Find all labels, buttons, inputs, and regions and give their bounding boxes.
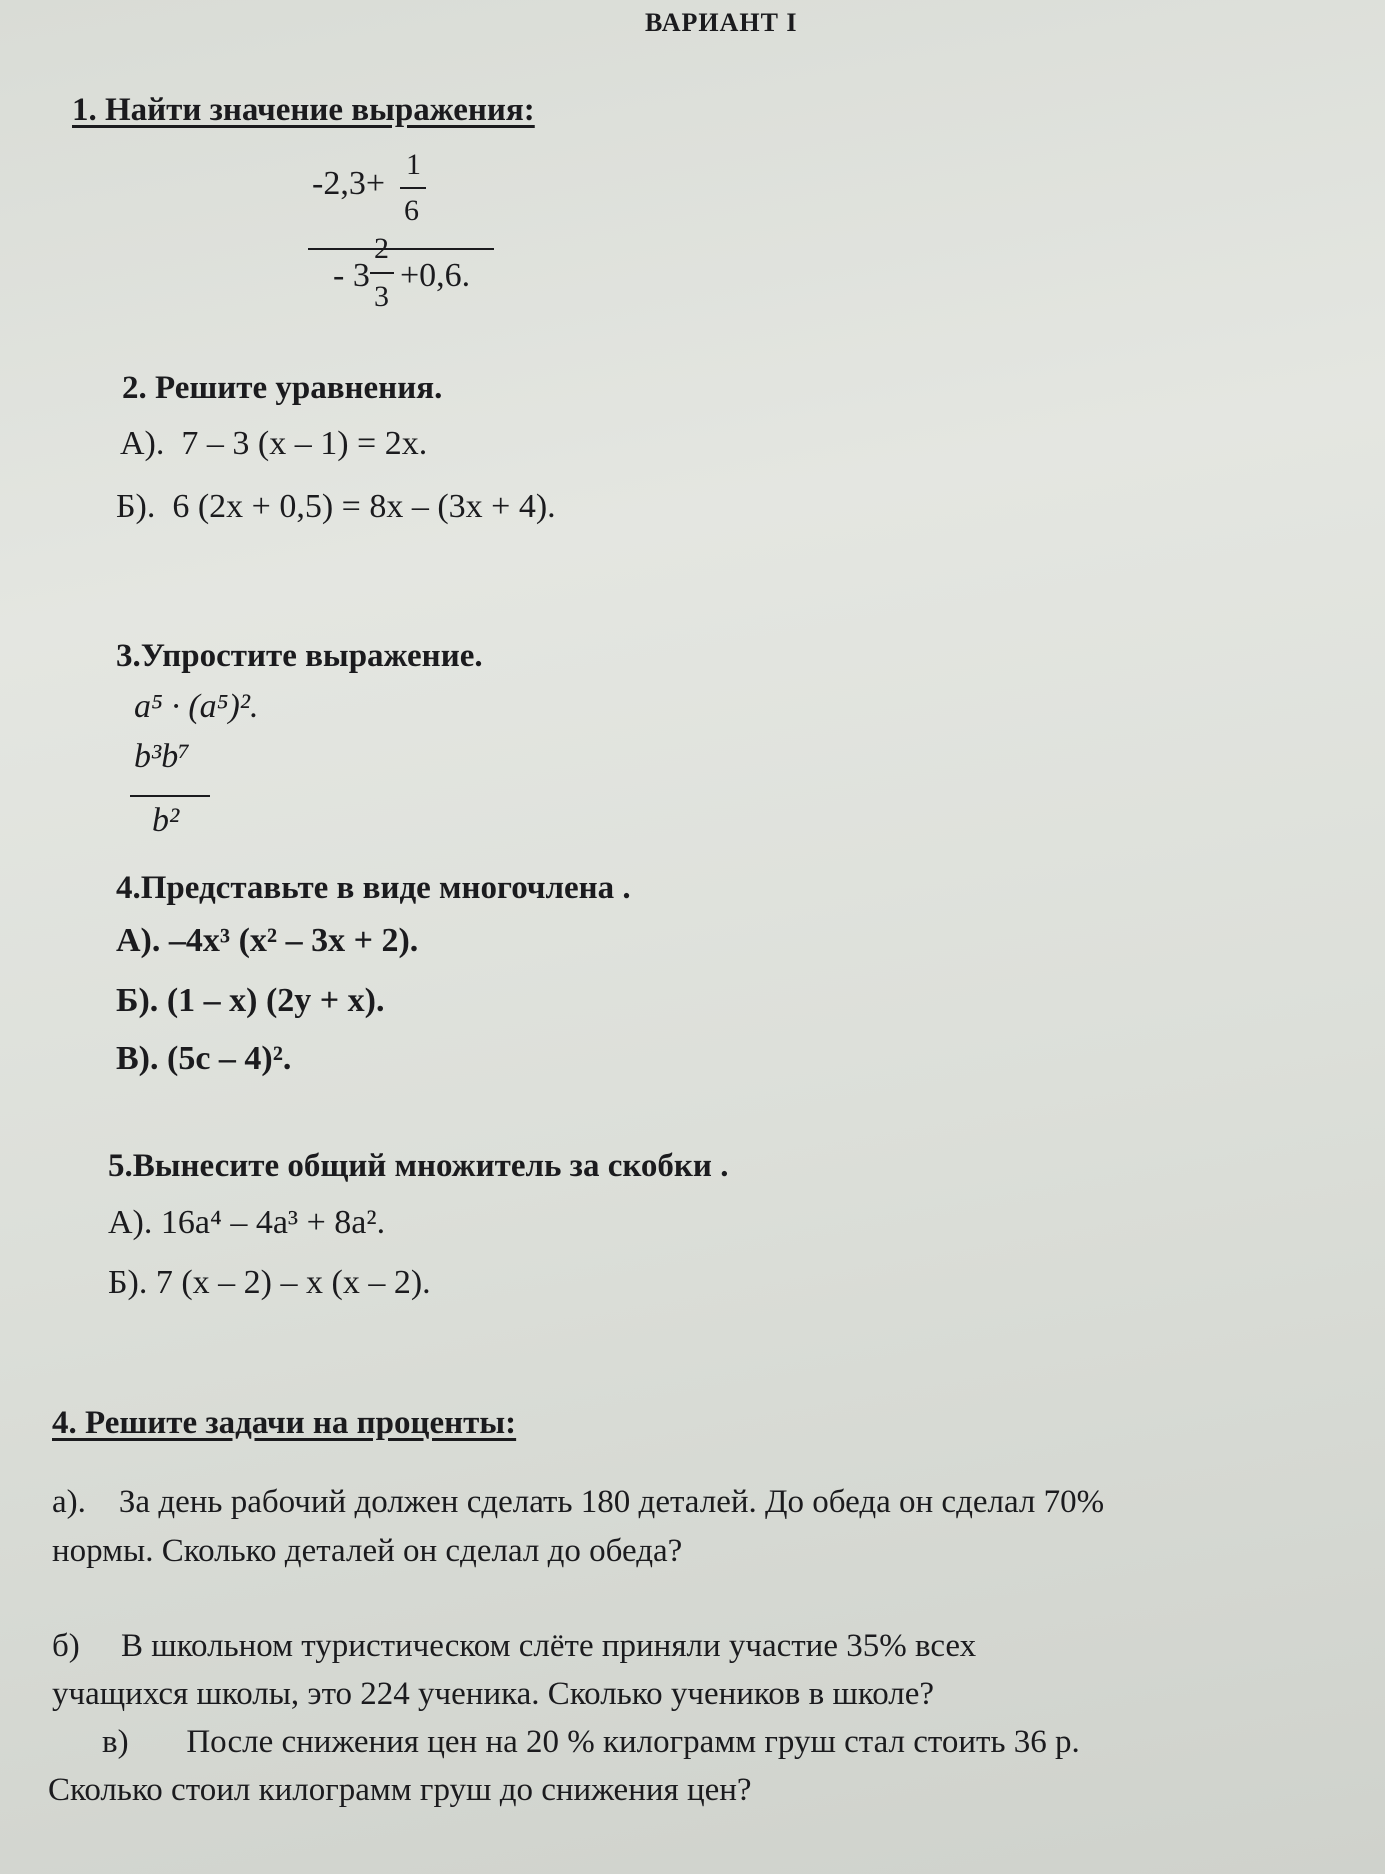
task1-denominator-frac-bar	[370, 272, 394, 274]
task3-expr2-fraction-bar	[130, 795, 210, 797]
task5-b-label: Б).	[108, 1264, 148, 1301]
task1-denominator-frac-top: 2	[374, 232, 389, 265]
task4-item-b	[116, 982, 384, 1020]
task6-c-label: в)	[102, 1724, 129, 1760]
task3-expr2-denominator	[152, 802, 179, 840]
task2-a-text: 7 – 3 (x – 1) = 2x.	[181, 425, 428, 462]
task4-c-text: (5c – 4)².	[167, 1040, 292, 1077]
task1-numerator-left: -2,3+	[312, 165, 385, 202]
task2-item-a	[120, 425, 427, 463]
task6-a-line2: нормы. Сколько деталей он сделал до обеда?	[52, 1533, 683, 1569]
task2-b-label: Б).	[116, 488, 156, 525]
task6-b-line1-text: В школьном туристическом слёте приняли участие 35% всех	[121, 1628, 977, 1664]
variant-title: ВАРИАНТ I	[645, 8, 798, 37]
task1-main-fraction-bar	[308, 248, 494, 250]
task2-heading: 2. Решите уравнения.	[122, 370, 443, 406]
task2-item-b	[116, 488, 556, 526]
task6-a-label: а).	[52, 1484, 86, 1520]
task3-expr2-den-text: b²	[152, 802, 180, 839]
task4-b-text: (1 – x) (2y + x).	[166, 982, 385, 1019]
task1-denominator-right: +0,6.	[400, 257, 471, 294]
task1-numerator-frac-top: 1	[406, 148, 421, 181]
task6-a-line1-text: За день рабочий должен сделать 180 деталей. До обеда он сделал 70%	[118, 1484, 1105, 1520]
task6-heading: 4. Решите задачи на проценты:	[52, 1405, 517, 1441]
task4-a-label: А).	[116, 922, 161, 959]
task4-heading: 4.Представьте в виде многочлена .	[116, 870, 631, 906]
task1-denominator-left: - 3	[333, 257, 370, 294]
task6-c-line1-text: После снижения цен на 20 % килограмм груш стал стоить 36 р.	[186, 1724, 1080, 1760]
task2-a-label: А).	[120, 425, 165, 462]
task4-item-a	[116, 922, 418, 960]
task5-b-text: 7 (x – 2) – x (x – 2).	[155, 1264, 431, 1301]
task5-item-b	[108, 1264, 431, 1302]
task3-expr2-numerator	[134, 738, 190, 776]
task1-denominator-frac-bottom: 3	[374, 280, 389, 313]
task1-numerator-frac-bar	[400, 187, 426, 189]
task3-expression-1	[134, 688, 258, 726]
task5-heading: 5.Вынесите общий множитель за скобки .	[108, 1148, 729, 1184]
task3-expr1-text: a⁵ · (a⁵)².	[134, 688, 259, 725]
task4-a-text: –4x³ (x² – 3x + 2).	[168, 922, 419, 959]
task1-heading: 1. Найти значение выражения:	[72, 92, 535, 128]
task3-heading: 3.Упростите выражение.	[116, 638, 483, 674]
task6-c-line1	[102, 1724, 1080, 1761]
task6-b-line1	[52, 1628, 976, 1665]
task1-numerator-frac-bottom: 6	[404, 194, 419, 227]
task4-c-label: В).	[116, 1040, 159, 1077]
task2-b-text: 6 (2x + 0,5) = 8x – (3x + 4).	[172, 488, 556, 525]
task6-c-line2: Сколько стоил килограмм груш до снижения цен?	[48, 1772, 752, 1808]
task5-item-a	[108, 1204, 385, 1242]
task6-b-label: б)	[52, 1628, 80, 1664]
task6-a-line1	[52, 1484, 1104, 1521]
task5-a-text: 16a⁴ – 4a³ + 8a².	[160, 1204, 386, 1241]
task3-expr2-num-text: b³b⁷	[134, 738, 191, 775]
task4-item-c	[116, 1040, 291, 1078]
task4-b-label: Б).	[116, 982, 159, 1019]
task6-b-line2: учащихся школы, это 224 ученика. Сколько учеников в школе?	[52, 1676, 935, 1712]
task5-a-label: А).	[108, 1204, 153, 1241]
